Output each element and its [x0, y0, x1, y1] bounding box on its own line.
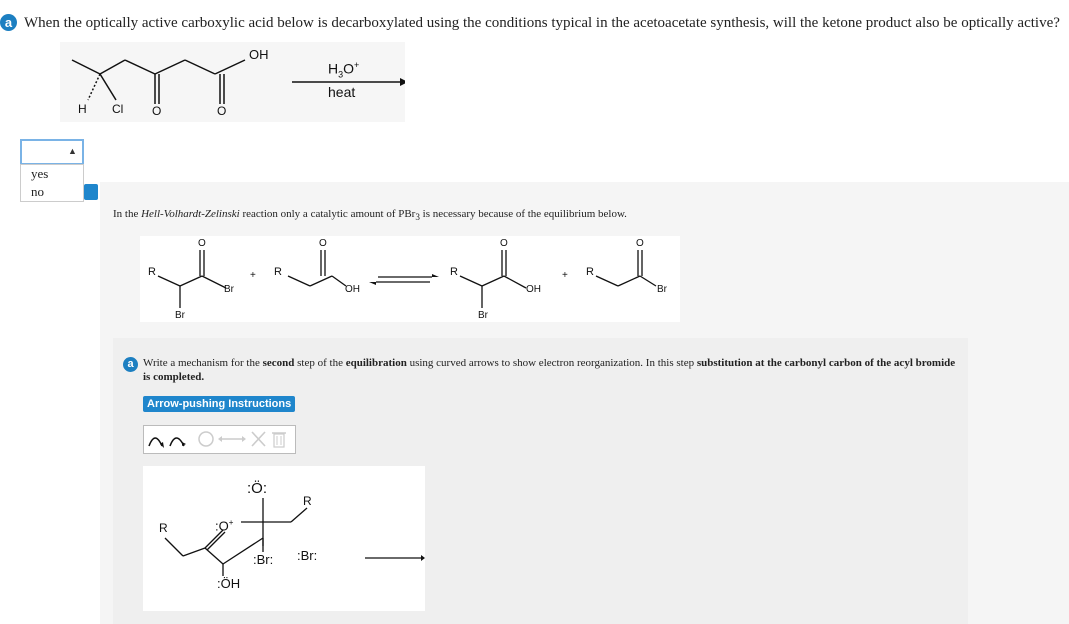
equilibrium-structures	[140, 236, 680, 322]
h-label: H	[78, 102, 87, 116]
drawing-toolbar	[143, 425, 296, 454]
r-label-mech-1: R	[159, 521, 168, 535]
br-label-mech-2: :Br:	[297, 548, 318, 563]
carbonyl-o-2: O	[217, 104, 227, 118]
delete-x-icon[interactable]	[252, 432, 265, 446]
r-label-mech-2: R	[303, 494, 312, 508]
question-3-badge: a	[123, 354, 138, 372]
tetrahedral-intermediate-structure	[143, 466, 425, 611]
question-1-badge: a	[0, 14, 17, 32]
o-plus-label: :O+	[215, 518, 234, 534]
resonance-arrow-icon[interactable]	[218, 436, 246, 442]
reagent-h3o: $H_3O^+$	[328, 60, 360, 80]
o-label-1: O	[198, 238, 206, 249]
br-label-2: Br	[175, 310, 185, 321]
dropdown-options	[20, 164, 84, 202]
dropdown-option-no[interactable]: no	[31, 184, 44, 199]
scroll-indicator	[84, 184, 98, 200]
oh-label: OH	[249, 47, 269, 62]
br-label-4: Br	[657, 284, 667, 295]
plus-sign-2: +	[562, 270, 568, 281]
r-label-3: R	[450, 266, 458, 278]
oh-label-1: OH	[345, 284, 360, 295]
trash-icon[interactable]	[272, 433, 286, 447]
r-label-2: R	[274, 266, 282, 278]
oh-label-2: OH	[526, 284, 541, 295]
o-minus-label: :Ö:	[247, 480, 268, 497]
question-3-text: Write a mechanism for the second step of the equilibration using curved arrows to show electron reorganization. In this step substitution at the carbonyl carbon of the acyl bromide is completed.	[143, 357, 956, 383]
curved-arrow-half-icon[interactable]	[170, 438, 186, 446]
cl-label: Cl	[112, 102, 124, 116]
plus-sign-1: +	[250, 270, 256, 281]
r-label-1: R	[148, 266, 156, 278]
arrow-pushing-instructions-button[interactable]: Arrow-pushing Instructions	[143, 396, 295, 412]
equilibrium-scheme	[140, 236, 680, 322]
lone-pair-icon[interactable]	[199, 432, 213, 446]
dropdown-arrow-icon[interactable]: ▲	[68, 146, 77, 156]
answer-dropdown[interactable]	[20, 139, 84, 165]
mechanism-canvas[interactable]	[143, 466, 425, 611]
br-label-3: Br	[478, 310, 488, 321]
o-label-2: O	[319, 238, 327, 249]
o-label-3: O	[500, 238, 508, 249]
r-label-4: R	[586, 266, 594, 278]
br-label-1: Br	[224, 284, 234, 295]
dropdown-option-yes[interactable]: yes	[31, 166, 49, 181]
carbonyl-o-1: O	[152, 104, 162, 118]
reagent-heat: heat	[328, 84, 356, 100]
question-1-text: When the optically active carboxylic acid below is decarboxylated using the conditions typical in the acetoacetate synthesis, will the ketone product also be optically active?	[24, 15, 1060, 31]
reaction-scheme-1	[60, 42, 405, 122]
curved-arrow-full-icon[interactable]	[149, 438, 164, 448]
oh-label-mech: :ÖH	[217, 576, 241, 591]
br-label-mech-1: :Br:	[253, 552, 274, 567]
question-2-intro: In the Hell-Volhardt-Zelinski reaction only a catalytic amount of PBr$_3$ is necessary because of the equilibrium below.	[113, 208, 627, 223]
o-label-4: O	[636, 238, 644, 249]
